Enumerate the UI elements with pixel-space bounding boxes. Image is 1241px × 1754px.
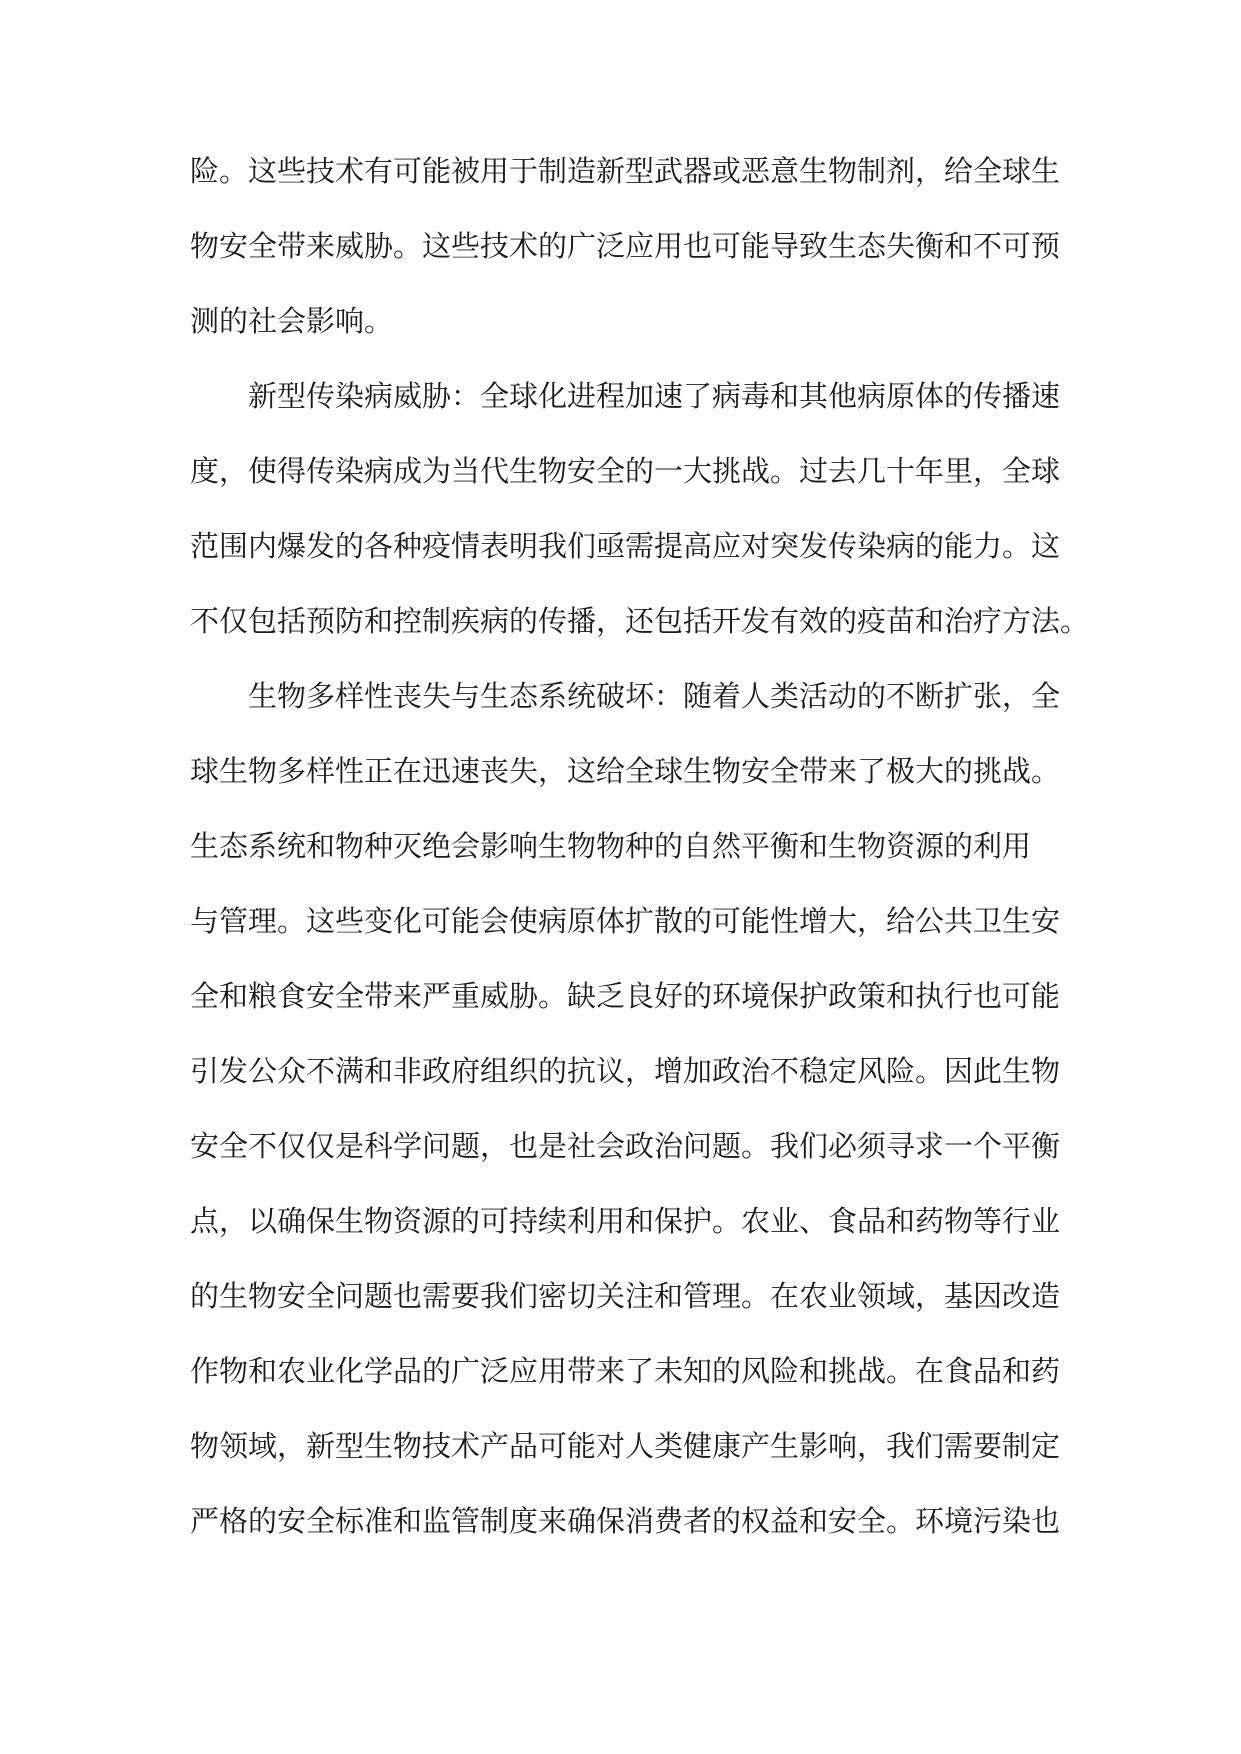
text-line: 与管理。这些变化可能会使病原体扩散的可能性增大，给公共卫生安 [190,904,1061,938]
text-line: 点，以确保生物资源的可持续利用和保护。农业、食品和药物等行业 [190,1204,1061,1238]
text-line: 作物和农业化学品的广泛应用带来了未知的风险和挑战。在食品和药 [190,1354,1061,1388]
text-line: 度，使得传染病成为当代生物安全的一大挑战。过去几十年里，全球 [190,454,1061,488]
text-line: 险。这些技术有可能被用于制造新型武器或恶意生物制剂，给全球生 [190,154,1061,188]
text-line: 新型传染病威胁：全球化进程加速了病毒和其他病原体的传播速 [248,379,1061,413]
text-line: 不仅包括预防和控制疾病的传播，还包括开发有效的疫苗和治疗方法。 [190,604,1090,638]
text-line: 物领域，新型生物技术产品可能对人类健康产生影响，我们需要制定 [190,1429,1061,1463]
body-text [190,146,1090,1571]
text-line: 引发公众不满和非政府组织的抗议，增加政治不稳定风险。因此生物 [190,1054,1061,1088]
text-line: 球生物多样性正在迅速丧失，这给全球生物安全带来了极大的挑战。 [190,754,1061,788]
text-line: 范围内爆发的各种疫情表明我们亟需提高应对突发传染病的能力。这 [190,529,1061,563]
text-line: 的生物安全问题也需要我们密切关注和管理。在农业领域，基因改造 [190,1279,1061,1313]
text-line: 生物多样性丧失与生态系统破坏：随着人类活动的不断扩张，全 [248,679,1061,713]
text-line: 生态系统和物种灭绝会影响生物物种的自然平衡和生物资源的利用 [190,829,1032,863]
text-line: 测的社会影响。 [190,304,394,338]
text-line: 全和粮食安全带来严重威胁。缺乏良好的环境保护政策和执行也可能 [190,979,1061,1013]
text-line: 安全不仅仅是科学问题，也是社会政治问题。我们必须寻求一个平衡 [190,1129,1061,1163]
text-line: 物安全带来威胁。这些技术的广泛应用也可能导致生态失衡和不可预 [190,229,1061,263]
text-line: 严格的安全标准和监管制度来确保消费者的权益和安全。环境污染也 [190,1504,1061,1538]
